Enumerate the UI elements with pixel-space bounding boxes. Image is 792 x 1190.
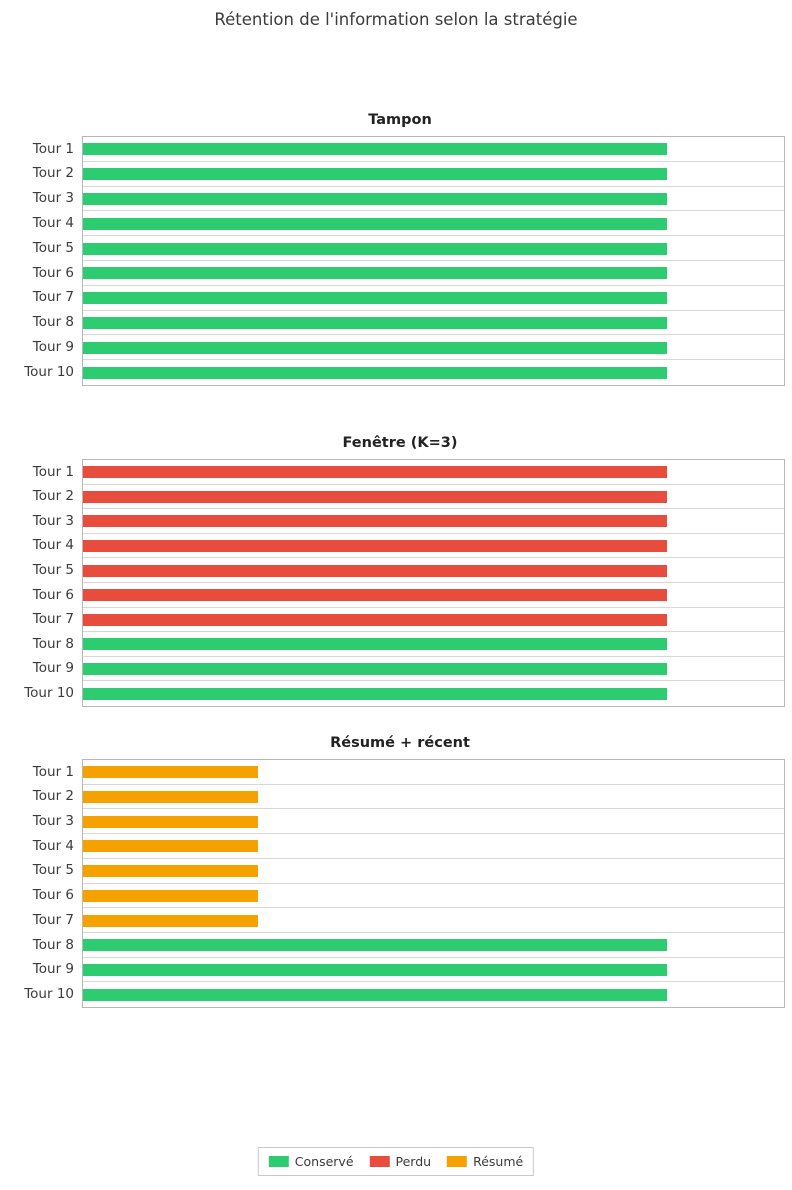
bar xyxy=(83,638,667,650)
bar-row xyxy=(24,681,784,706)
bar xyxy=(83,663,667,675)
y-axis-tick-label: Tour 1 xyxy=(32,140,74,157)
bar-row xyxy=(24,982,784,1007)
bar-row xyxy=(32,785,784,810)
chart-panel-fenetre xyxy=(0,435,792,707)
bar-row xyxy=(32,485,784,510)
chart-panel-resume-recent xyxy=(0,735,792,1008)
y-axis-tick-label: Tour 2 xyxy=(32,788,74,805)
legend-label: Perdu xyxy=(395,1154,432,1169)
y-axis-tick-label: Tour 7 xyxy=(32,289,74,306)
bar-row xyxy=(32,760,784,785)
plot-wrap xyxy=(24,136,785,386)
bar-row xyxy=(32,632,784,657)
y-axis-tick-label: Tour 8 xyxy=(32,635,74,652)
bar-rows xyxy=(24,760,784,1007)
bar-row xyxy=(32,162,784,187)
y-axis-tick-label: Tour 7 xyxy=(32,611,74,628)
bar xyxy=(83,193,667,205)
y-axis-tick-label: Tour 9 xyxy=(32,339,74,356)
y-axis-tick-label: Tour 5 xyxy=(32,239,74,256)
bar xyxy=(83,589,667,601)
bar xyxy=(83,939,667,951)
bar-row xyxy=(32,187,784,212)
bar-row xyxy=(32,809,784,834)
bar xyxy=(83,840,258,852)
bar xyxy=(83,791,258,803)
bar-rows xyxy=(24,460,784,706)
bar xyxy=(83,890,258,902)
plot-area xyxy=(24,136,785,386)
bar xyxy=(83,915,258,927)
y-axis-tick-label: Tour 10 xyxy=(24,363,74,380)
plot-area xyxy=(24,459,785,707)
y-axis-tick-label: Tour 9 xyxy=(32,961,74,978)
y-axis-tick-label: Tour 6 xyxy=(32,264,74,281)
bar xyxy=(83,540,667,552)
legend-label: Conservé xyxy=(294,1154,354,1169)
bar-row xyxy=(32,137,784,162)
plot-area xyxy=(24,759,785,1008)
y-axis-tick-label: Tour 4 xyxy=(32,215,74,232)
bar-row xyxy=(32,884,784,909)
bar xyxy=(83,989,667,1001)
bar-row xyxy=(32,834,784,859)
bar xyxy=(83,865,258,877)
y-axis-tick-label: Tour 8 xyxy=(32,314,74,331)
bar xyxy=(83,168,667,180)
bar xyxy=(83,491,667,503)
bar xyxy=(83,766,258,778)
panel-title: Fenêtre (K=3) xyxy=(342,435,458,451)
bar-row xyxy=(32,558,784,583)
bar xyxy=(83,367,667,379)
y-axis-tick-label: Tour 2 xyxy=(32,488,74,505)
legend-item[interactable] xyxy=(269,1154,354,1169)
bar-row xyxy=(32,859,784,884)
chart-panel-tampon xyxy=(0,112,792,386)
bar xyxy=(83,218,667,230)
chart-legend xyxy=(258,1147,534,1176)
panel-title: Tampon xyxy=(368,112,432,128)
bar-row xyxy=(32,335,784,360)
y-axis-tick-label: Tour 6 xyxy=(32,887,74,904)
bar xyxy=(83,267,667,279)
plot-wrap xyxy=(24,459,785,707)
y-axis-tick-label: Tour 3 xyxy=(32,190,74,207)
y-axis-tick-label: Tour 9 xyxy=(32,660,74,677)
plot-wrap xyxy=(24,759,785,1008)
bar-rows xyxy=(24,137,784,385)
y-axis-tick-label: Tour 3 xyxy=(32,813,74,829)
bar-row xyxy=(32,908,784,933)
panel-title: Résumé + récent xyxy=(330,735,470,751)
bar xyxy=(83,243,667,255)
y-axis-tick-label: Tour 10 xyxy=(24,985,74,1002)
bar xyxy=(83,292,667,304)
y-axis-tick-label: Tour 4 xyxy=(32,537,74,554)
bar-row xyxy=(32,583,784,608)
bar xyxy=(83,515,667,527)
legend-item[interactable] xyxy=(370,1154,432,1169)
bar xyxy=(83,614,667,626)
bar xyxy=(83,688,667,700)
bar-row xyxy=(32,657,784,682)
bar-row xyxy=(32,534,784,559)
y-axis-tick-label: Tour 1 xyxy=(32,763,74,780)
bar xyxy=(83,317,667,329)
bar-row xyxy=(32,608,784,633)
legend-label: Résumé xyxy=(473,1154,524,1169)
legend-item[interactable] xyxy=(447,1154,523,1169)
bar-row xyxy=(32,261,784,286)
chart-title: Rétention de l'information selon la stratégie xyxy=(214,10,578,29)
bar xyxy=(83,143,667,155)
bar-row xyxy=(32,236,784,261)
y-axis-tick-label: Tour 7 xyxy=(32,911,74,928)
legend-swatch xyxy=(370,1156,390,1167)
y-axis-tick-label: Tour 4 xyxy=(32,837,74,854)
y-axis-tick-label: Tour 8 xyxy=(32,936,74,953)
y-axis-tick-label: Tour 5 xyxy=(32,561,74,578)
y-axis-tick-label: Tour 10 xyxy=(24,684,74,701)
bar-row xyxy=(32,460,784,485)
bar xyxy=(83,816,258,828)
legend-swatch xyxy=(269,1156,289,1167)
y-axis-tick-label: Tour 3 xyxy=(32,512,74,529)
bar-row xyxy=(32,211,784,236)
y-axis-tick-label: Tour 2 xyxy=(32,165,74,182)
bar xyxy=(83,565,667,577)
bar xyxy=(83,342,667,354)
bar-row xyxy=(32,286,784,311)
bar-row xyxy=(32,933,784,958)
bar-row xyxy=(32,958,784,983)
y-axis-tick-label: Tour 6 xyxy=(32,586,74,603)
bar xyxy=(83,466,667,478)
y-axis-tick-label: Tour 1 xyxy=(32,463,74,480)
legend-swatch xyxy=(447,1156,467,1167)
bar-row xyxy=(24,360,784,385)
y-axis-tick-label: Tour 5 xyxy=(32,862,74,879)
bar-row xyxy=(32,311,784,336)
bar xyxy=(83,964,667,976)
bar-row xyxy=(32,509,784,534)
